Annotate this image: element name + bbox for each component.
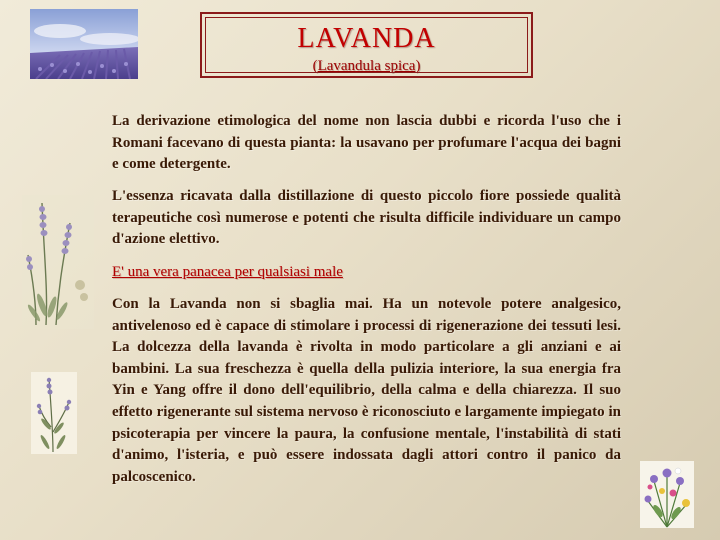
paragraph-essence: L'essenza ricavata dalla distillazione di questo piccolo fiore possiede qualità terapeutiche così numerose e potenti che risulta difficile individuare un campo d'azione elettivo. (112, 188, 621, 248)
panacea-heading: E' una vera panacea per qualsiasi male (112, 264, 343, 280)
paragraph-properties: Con la Lavanda non si sbaglia mai. Ha un notevole potere analgesico, antivelenoso ed è capace di stimolare i processi di rigenerazione dei tessuti lesi. La dolcezza della lavanda è rivolta in modo particolare a gli anziani e ai bambini. La sua freschezza è quella della pulizia interiore, la sua energia fra Yin e Yang offre il dono dell'equilibrio, della calma e della chiarezza. Il suo effetto rigenerante sul sistema nervoso è riconosciuto e largamente impiegato in psicoterapia per vincere la paura, la confusione mentale, l'instabilità di stati d'animo, l'isteria, e può essere indossata dagli attori contro il panico da palcoscenico. (112, 296, 621, 485)
lavender-botanical-illustration (22, 195, 94, 329)
subtitle-name: Lavandula spica (317, 58, 416, 74)
lavender-sprig-illustration (31, 372, 77, 454)
scientific-name (202, 57, 531, 75)
paragraph-etymology: La derivazione etimologica del nome non lascia dubbi e ricorda l'uso che i Romani facevano di questa pianta: la usavano per profumare l'acqua dei bagni e come detergente. (112, 113, 621, 173)
lavender-field-photo (30, 9, 138, 79)
subtitle-close-paren: ) (415, 58, 421, 74)
flower-bouquet-illustration (640, 461, 694, 528)
title-box (200, 12, 533, 78)
page-title: LAVANDA (297, 23, 436, 54)
subtitle-open-paren: ( (312, 58, 318, 74)
